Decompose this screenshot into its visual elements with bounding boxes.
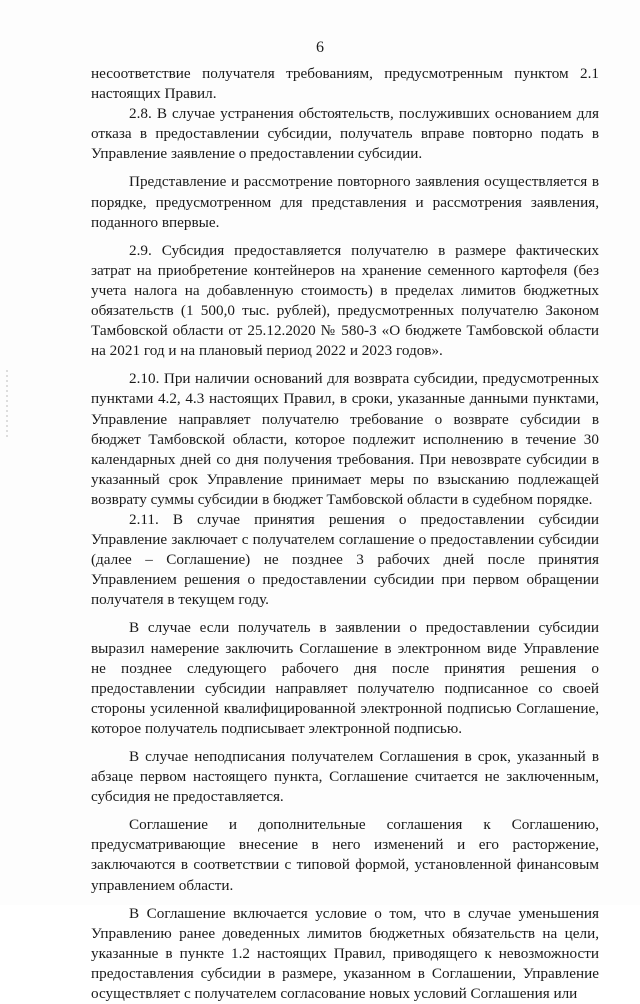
- paragraph-continuation: несоответствие получателя требованиям, предусмотренным пунктом 2.1 настоящих Правил.: [91, 65, 599, 103]
- paragraph-limits-reduction: В Соглашение включается условие о том, что в случае уменьшения Управлению ранее доведенных лимитов бюджетных обязательств на цели, указанные в пункте 1.2 настоящих Правил, приводящего к невозможности предоставления субсидии в размере, указанном в Соглашении, Управление осуществляет с получателем согласование новых условий Соглашения или: [91, 904, 599, 1003]
- paragraph-2-8: 2.8. В случае устранения обстоятельств, послуживших основанием для отказа в предоставлении субсидии, получатель вправе повторно подать в Управление заявление о предоставлении субсидии.: [91, 105, 599, 163]
- paragraph-2-9: 2.9. Субсидия предоставляется получателю в размере фактических затрат на приобретение контейнеров на хранение семенного картофеля (без учета налога на добавленную стоимость) в пределах лимитов бюджетных обязательств (1 500,0 тыс. рублей), предусмотренных получателю Законом Тамбовской области от 25.12.2020 № 580-З «О бюджете Тамбовской области на 2021 год и на плановый период 2022 и 2023 годов».: [91, 241, 599, 360]
- scan-margin-mark: [6, 370, 8, 440]
- paragraph-electronic-agreement: В случае если получатель в заявлении о предоставлении субсидии выразил намерение заключить Соглашение в электронном виде Управление не позднее следующего рабочего дня после принятия решения о предоставлении субсидии направляет получателю подписанное со своей стороны усиленной квалифицированной электронной подписью Соглашение, которое получатель подписывает электронной подписью.: [91, 619, 599, 737]
- paragraph-2-11: 2.11. В случае принятия решения о предоставлении субсидии Управление заключает с получателем соглашение о предоставлении субсидии (далее – Соглашение) не позднее 3 рабочих дней после принятия Управлением решения о предоставлении субсидии при первом обращении получателя в текущем году.: [91, 510, 599, 609]
- document-body: [91, 64, 599, 1004]
- paragraph-repeat-application: Представление и рассмотрение повторного заявления осуществляется в порядке, предусмотренном для представления и рассмотрения заявления, поданного впервые.: [91, 173, 599, 231]
- paragraph-not-signed: В случае неподписания получателем Соглашения в срок, указанный в абзаце первом настоящего пункта, Соглашение считается не заключенным, субсидия не предоставляется.: [91, 748, 599, 806]
- page-number: 6: [316, 39, 324, 56]
- paragraph-additional-agreements: Соглашение и дополнительные соглашения к Соглашению, предусматривающие внесение в него изменений и его расторжение, заключаются в соответствии с типовой формой, установленной финансовым управлением области.: [91, 816, 599, 894]
- paragraph-2-10: 2.10. При наличии оснований для возврата субсидии, предусмотренных пунктами 4.2, 4.3 настоящих Правил, в сроки, указанные данными пунктами, Управление направляет получателю требование о возврате субсидии в бюджет Тамбовской области, которое подлежит исполнению в течение 30 календарных дней со дня получения требования. Пpи невозврате субсидии в указанный срок Управление принимает меры по взысканию подлежащей возврату суммы субсидии в бюджет Тамбовской области в судебном порядке.: [91, 370, 599, 508]
